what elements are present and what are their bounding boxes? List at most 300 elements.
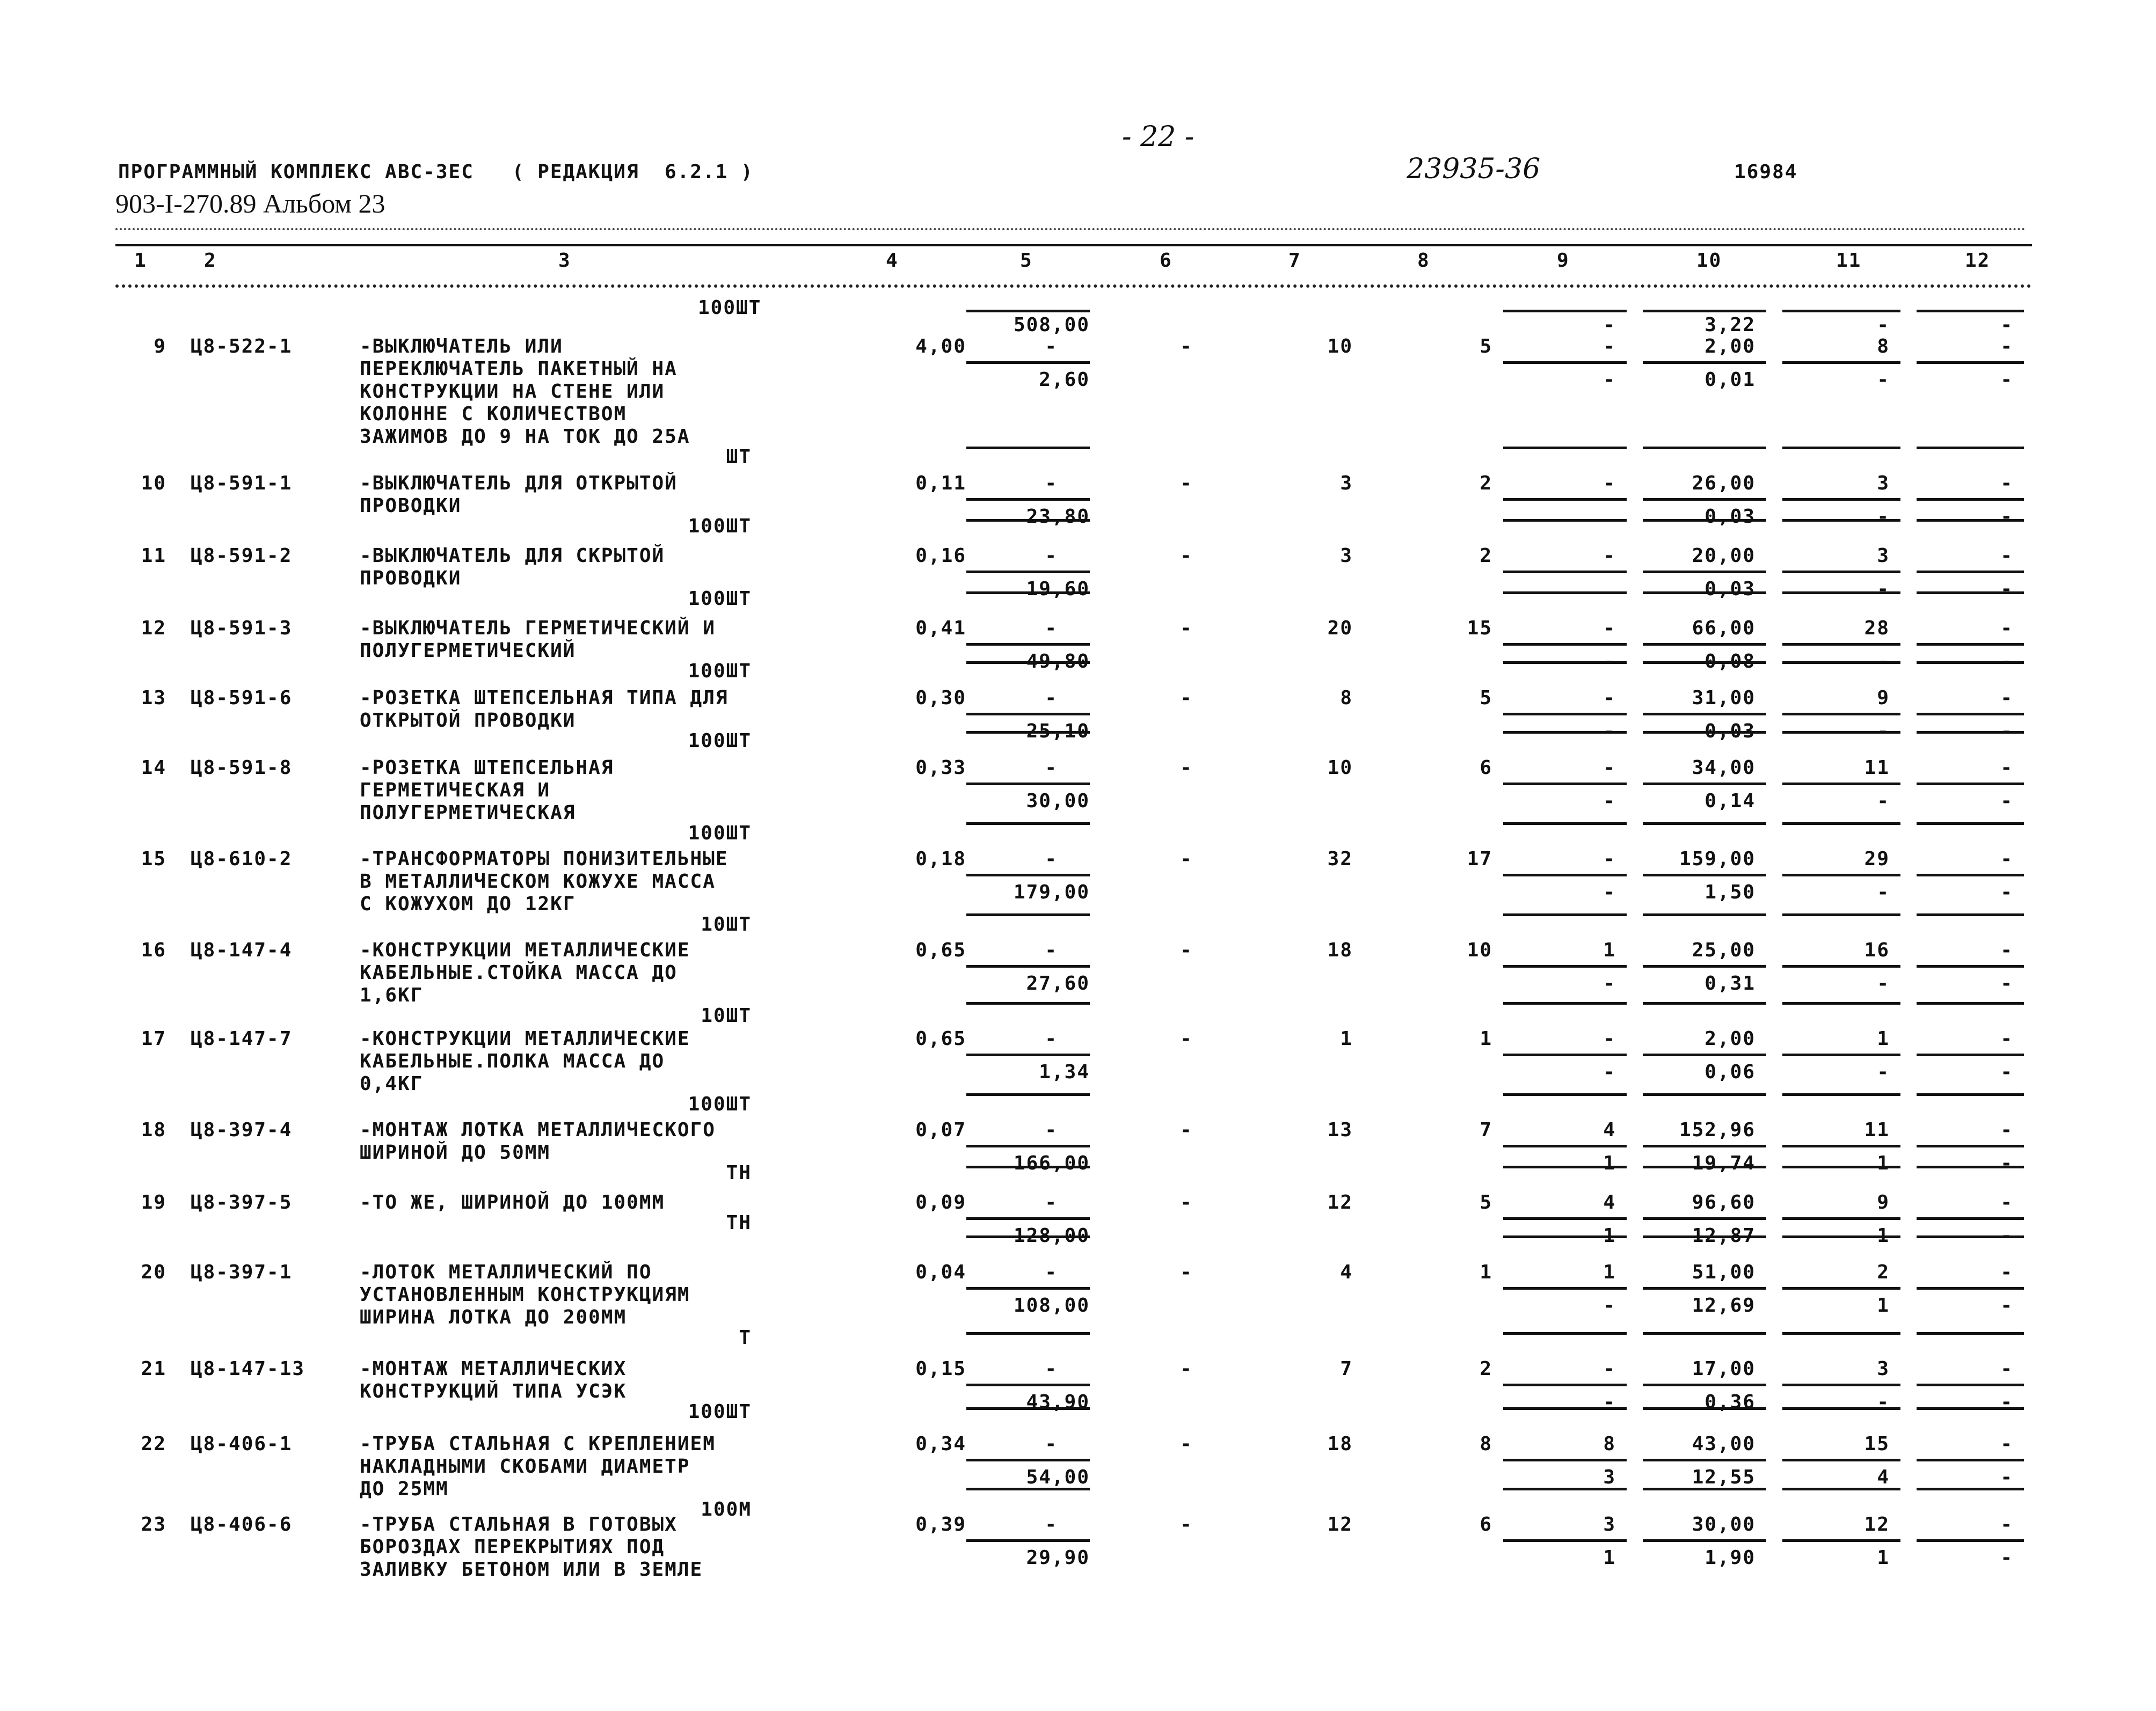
row-c11-bottom: - bbox=[1877, 650, 1890, 672]
row-c12-bottom: - bbox=[2000, 720, 2013, 742]
c9-rule-top bbox=[1503, 310, 1627, 312]
c11-rule-mid bbox=[1782, 1217, 1900, 1220]
c12-rule-top bbox=[1917, 1332, 2024, 1335]
row-c12-bottom: - bbox=[2000, 1466, 2013, 1488]
c12-rule-mid bbox=[1917, 1145, 2024, 1147]
row-c12-bottom: - bbox=[2000, 1061, 2013, 1083]
c9-rule-top bbox=[1503, 661, 1627, 664]
row-col8: 1 bbox=[1480, 1028, 1492, 1050]
row-number: 13 bbox=[141, 687, 166, 709]
row-description-line: -МОНТАЖ МЕТАЛЛИЧЕСКИХ bbox=[360, 1358, 627, 1380]
row-c9-bottom: 1 bbox=[1603, 1547, 1616, 1569]
column-header-9: 9 bbox=[1557, 250, 1570, 272]
row-c10: 51,00 bbox=[1692, 1261, 1756, 1283]
row-coefficient: 0,65 bbox=[915, 1028, 966, 1050]
row-coefficient: 0,33 bbox=[915, 757, 966, 779]
c11-rule-top bbox=[1782, 1166, 1900, 1168]
row-c11-bottom: - bbox=[1877, 973, 1890, 995]
c11-rule-mid bbox=[1782, 965, 1900, 968]
row-c11: 8 bbox=[1877, 335, 1890, 357]
row-c12: - bbox=[2000, 848, 2013, 870]
row-col7: 3 bbox=[1340, 472, 1353, 494]
row-c9-bottom: - bbox=[1603, 650, 1616, 672]
c10-rule-mid bbox=[1643, 874, 1766, 876]
row-col5: - bbox=[1045, 1119, 1058, 1141]
row-c11: 3 bbox=[1877, 545, 1890, 567]
top-unit: 100ШТ bbox=[698, 297, 762, 319]
row-c11-bottom: 1 bbox=[1877, 1225, 1890, 1247]
c12-rule-top bbox=[1917, 1407, 2024, 1410]
row-col6: - bbox=[1180, 1191, 1193, 1213]
col5-rule-top bbox=[966, 822, 1090, 825]
row-c12: - bbox=[2000, 939, 2013, 961]
row-col5-bottom: 43,90 bbox=[1026, 1391, 1090, 1413]
c10-rule-mid bbox=[1643, 1539, 1766, 1542]
row-col5: - bbox=[1045, 335, 1058, 357]
c11-rule-top bbox=[1782, 519, 1900, 522]
c10-rule-mid bbox=[1643, 361, 1766, 364]
c11-rule-mid bbox=[1782, 783, 1900, 785]
row-description-line: -ТРАНСФОРМАТОРЫ ПОНИЗИТЕЛЬНЫЕ bbox=[360, 848, 729, 870]
row-description-line: С КОЖУХОМ ДО 12КГ bbox=[360, 893, 576, 915]
row-description-line: ПОЛУГЕРМЕТИЧЕСКИЙ bbox=[360, 640, 576, 662]
row-description-line: ПЕРЕКЛЮЧАТЕЛЬ ПАКЕТНЫЙ НА bbox=[360, 358, 678, 380]
row-c12-bottom: - bbox=[2000, 506, 2013, 528]
row-description-line: -ВЫКЛЮЧАТЕЛЬ ДЛЯ СКРЫТОЙ bbox=[360, 545, 665, 567]
row-c10: 31,00 bbox=[1692, 687, 1756, 709]
row-description-line: ГЕРМЕТИЧЕСКАЯ И bbox=[360, 779, 551, 801]
row-code: Ц8-397-5 bbox=[191, 1191, 293, 1213]
row-col7: 18 bbox=[1327, 1433, 1353, 1455]
row-unit: 100ШТ bbox=[688, 515, 752, 537]
c12-rule-mid bbox=[1917, 965, 2024, 968]
row-coefficient: 0,15 bbox=[915, 1358, 966, 1380]
row-c11-bottom: - bbox=[1877, 1391, 1890, 1413]
col5-rule-mid bbox=[966, 1539, 1090, 1542]
row-description-line: -ВЫКЛЮЧАТЕЛЬ ГЕРМЕТИЧЕСКИЙ И bbox=[360, 617, 716, 639]
row-number: 12 bbox=[141, 617, 166, 639]
c10-rule-top bbox=[1643, 1488, 1766, 1490]
c11-rule-mid bbox=[1782, 1145, 1900, 1147]
row-c9: 4 bbox=[1603, 1191, 1616, 1213]
c12-rule-mid bbox=[1917, 1384, 2024, 1386]
row-c9: - bbox=[1603, 1358, 1616, 1380]
row-c12-bottom: - bbox=[2000, 1152, 2013, 1174]
row-col7: 18 bbox=[1327, 939, 1353, 961]
c11-rule-top bbox=[1782, 822, 1900, 825]
row-c11-bottom: 4 bbox=[1877, 1466, 1890, 1488]
c10-rule-mid bbox=[1643, 1145, 1766, 1147]
row-description-line: ЗАЖИМОВ ДО 9 НА ТОК ДО 25А bbox=[360, 426, 690, 448]
row-description-line: БОРОЗДАХ ПЕРЕКРЫТИЯХ ПОД bbox=[360, 1536, 665, 1558]
row-description-line: -РОЗЕТКА ШТЕПСЕЛЬНАЯ bbox=[360, 757, 614, 779]
c10-rule-top bbox=[1643, 591, 1766, 594]
row-col5-bottom: 19,60 bbox=[1026, 578, 1090, 600]
c10-rule-top bbox=[1643, 1002, 1766, 1005]
row-c9-bottom: - bbox=[1603, 1391, 1616, 1413]
c12-rule-top bbox=[1917, 913, 2024, 916]
row-col5-bottom: 166,00 bbox=[1013, 1152, 1090, 1174]
row-c10: 96,60 bbox=[1692, 1191, 1756, 1213]
row-c9-bottom: - bbox=[1603, 1295, 1616, 1317]
row-c12-bottom: - bbox=[2000, 973, 2013, 995]
c9-rule-top bbox=[1503, 731, 1627, 734]
row-col5: - bbox=[1045, 617, 1058, 639]
row-number: 9 bbox=[154, 335, 166, 357]
row-number: 23 bbox=[141, 1513, 166, 1535]
handwritten-code: 23935-36 bbox=[1407, 153, 1541, 185]
row-col8: 7 bbox=[1480, 1119, 1492, 1141]
row-c10-bottom: 12,87 bbox=[1692, 1225, 1756, 1247]
row-code: Ц8-406-6 bbox=[191, 1513, 293, 1535]
row-c12: - bbox=[2000, 335, 2013, 357]
row-c12: - bbox=[2000, 545, 2013, 567]
c12-rule-top bbox=[1917, 591, 2024, 594]
c11-rule-top bbox=[1782, 1235, 1900, 1238]
row-col5: - bbox=[1045, 1028, 1058, 1050]
row-c9-bottom: - bbox=[1603, 1061, 1616, 1083]
row-c10-bottom: 12,69 bbox=[1692, 1295, 1756, 1317]
row-c9: - bbox=[1603, 1028, 1616, 1050]
row-c9-bottom: 3 bbox=[1603, 1466, 1616, 1488]
row-c11-bottom: 1 bbox=[1877, 1295, 1890, 1317]
row-c9-bottom: - bbox=[1603, 720, 1616, 742]
row-col6: - bbox=[1180, 1261, 1193, 1283]
col5-rule-top bbox=[966, 519, 1090, 522]
row-c10: 17,00 bbox=[1692, 1358, 1756, 1380]
row-number: 21 bbox=[141, 1358, 166, 1380]
row-description-line: КОНСТРУКЦИИ НА СТЕНЕ ИЛИ bbox=[360, 381, 665, 403]
row-col8: 6 bbox=[1480, 757, 1492, 779]
row-c10: 159,00 bbox=[1679, 848, 1756, 870]
program-line: ПРОГРАММНЫЙ КОМПЛЕКС АВС-3ЕС ( РЕДАКЦИЯ 6.2.1 ) bbox=[118, 161, 754, 183]
row-col6: - bbox=[1180, 1028, 1193, 1050]
row-c10: 2,00 bbox=[1705, 335, 1756, 357]
row-description-line: -КОНСТРУКЦИИ МЕТАЛЛИЧЕСКИЕ bbox=[360, 1028, 690, 1050]
c12-rule-mid bbox=[1917, 783, 2024, 785]
c10-rule-top bbox=[1643, 661, 1766, 664]
row-c9: - bbox=[1603, 335, 1616, 357]
row-c10-bottom: 0,08 bbox=[1705, 650, 1756, 672]
row-c12-top: - bbox=[2000, 314, 2013, 336]
column-header-10: 10 bbox=[1696, 250, 1722, 272]
row-col5: - bbox=[1045, 687, 1058, 709]
row-number: 17 bbox=[141, 1028, 166, 1050]
c11-rule-mid bbox=[1782, 571, 1900, 573]
c12-rule-mid bbox=[1917, 1539, 2024, 1542]
c12-rule-mid bbox=[1917, 1459, 2024, 1461]
row-description-line: ПОЛУГЕРМЕТИЧЕСКАЯ bbox=[360, 802, 576, 824]
col5-rule-mid bbox=[966, 1287, 1090, 1290]
c12-rule-mid bbox=[1917, 874, 2024, 876]
row-c11: 29 bbox=[1864, 848, 1890, 870]
row-c10: 25,00 bbox=[1692, 939, 1756, 961]
c9-rule-top bbox=[1503, 1488, 1627, 1490]
row-description-line: ПРОВОДКИ bbox=[360, 495, 462, 517]
row-c11-bottom: - bbox=[1877, 1061, 1890, 1083]
row-col5-bottom: 49,80 bbox=[1026, 650, 1090, 672]
c10-rule-top bbox=[1643, 519, 1766, 522]
c9-rule-top bbox=[1503, 913, 1627, 916]
row-description-line: ШИРИНОЙ ДО 50ММ bbox=[360, 1142, 551, 1164]
c10-rule-top bbox=[1643, 731, 1766, 734]
row-c10: 43,00 bbox=[1692, 1433, 1756, 1455]
row-col5: - bbox=[1045, 545, 1058, 567]
col5-rule-mid bbox=[966, 1217, 1090, 1220]
row-c12: - bbox=[2000, 1513, 2013, 1535]
row-c11-bottom: 1 bbox=[1877, 1152, 1890, 1174]
row-c10-bottom: 0,06 bbox=[1705, 1061, 1756, 1083]
row-c12-bottom: - bbox=[2000, 369, 2013, 391]
row-code: Ц8-147-7 bbox=[191, 1028, 293, 1050]
row-col5-bottom: 1,34 bbox=[1039, 1061, 1090, 1083]
row-col7: 10 bbox=[1327, 335, 1353, 357]
row-unit: 100ШТ bbox=[688, 730, 752, 752]
row-c9-bottom: 1 bbox=[1603, 1225, 1616, 1247]
row-number: 20 bbox=[141, 1261, 166, 1283]
row-col8: 5 bbox=[1480, 687, 1492, 709]
row-description-line: КОНСТРУКЦИЙ ТИПА УСЭК bbox=[360, 1380, 627, 1402]
row-number: 15 bbox=[141, 848, 166, 870]
col5-rule-top bbox=[966, 1166, 1090, 1168]
row-description-line: ПРОВОДКИ bbox=[360, 567, 462, 589]
c11-rule-top bbox=[1782, 591, 1900, 594]
row-c9: - bbox=[1603, 687, 1616, 709]
row-col6: - bbox=[1180, 617, 1193, 639]
c12-rule-mid bbox=[1917, 1287, 2024, 1290]
row-coefficient: 0,65 bbox=[915, 939, 966, 961]
c11-rule-mid bbox=[1782, 874, 1900, 876]
row-c10-bottom: 1,90 bbox=[1705, 1547, 1756, 1569]
c10-rule-top bbox=[1643, 1407, 1766, 1410]
row-c10-bottom: 0,36 bbox=[1705, 1391, 1756, 1413]
row-c11: 3 bbox=[1877, 472, 1890, 494]
row-unit: ТН bbox=[726, 1162, 752, 1184]
row-description-line: КАБЕЛЬНЫЕ.ПОЛКА МАССА ДО bbox=[360, 1050, 665, 1072]
row-coefficient: 0,04 bbox=[915, 1261, 966, 1283]
row-coefficient: 0,07 bbox=[915, 1119, 966, 1141]
row-number: 18 bbox=[141, 1119, 166, 1141]
row-description-line: ШИРИНА ЛОТКА ДО 200ММ bbox=[360, 1306, 627, 1328]
row-description-line: -ВЫКЛЮЧАТЕЛЬ ДЛЯ ОТКРЫТОЙ bbox=[360, 472, 678, 494]
row-c12: - bbox=[2000, 1191, 2013, 1213]
row-coefficient: 0,41 bbox=[915, 617, 966, 639]
row-code: Ц8-591-1 bbox=[191, 472, 293, 494]
c10-rule-top bbox=[1643, 822, 1766, 825]
row-c9-bottom: - bbox=[1603, 881, 1616, 903]
row-col7: 32 bbox=[1327, 848, 1353, 870]
c11-rule-mid bbox=[1782, 498, 1900, 501]
row-c10: 30,00 bbox=[1692, 1513, 1756, 1535]
c9-rule-top bbox=[1503, 1093, 1627, 1096]
row-c10: 66,00 bbox=[1692, 617, 1756, 639]
column-header-5: 5 bbox=[1020, 250, 1033, 272]
c12-rule-mid bbox=[1917, 643, 2024, 646]
row-c9-bottom: - bbox=[1603, 973, 1616, 995]
row-col7: 4 bbox=[1340, 1261, 1353, 1283]
c10-rule-mid bbox=[1643, 965, 1766, 968]
row-c12-bottom: - bbox=[2000, 790, 2013, 812]
row-coefficient: 0,18 bbox=[915, 848, 966, 870]
row-unit: 100М bbox=[701, 1498, 752, 1520]
col5-rule-mid bbox=[966, 1384, 1090, 1386]
row-coefficient: 0,39 bbox=[915, 1513, 966, 1535]
row-unit: Т bbox=[739, 1327, 752, 1349]
c12-rule-top bbox=[1917, 822, 2024, 825]
col5-rule-mid bbox=[966, 643, 1090, 646]
row-unit: 10ШТ bbox=[701, 913, 752, 935]
c10-rule-mid bbox=[1643, 1384, 1766, 1386]
col5-rule-mid bbox=[966, 965, 1090, 968]
col5-rule-top bbox=[966, 1407, 1090, 1410]
row-c9: 1 bbox=[1603, 939, 1616, 961]
c9-rule-top bbox=[1503, 1407, 1627, 1410]
row-col5: - bbox=[1045, 472, 1058, 494]
c12-rule-top bbox=[1917, 731, 2024, 734]
row-number: 16 bbox=[141, 939, 166, 961]
row-c10: 20,00 bbox=[1692, 545, 1756, 567]
c11-rule-mid bbox=[1782, 361, 1900, 364]
row-c12: - bbox=[2000, 1358, 2013, 1380]
c9-rule-top bbox=[1503, 1166, 1627, 1168]
row-code: Ц8-591-8 bbox=[191, 757, 293, 779]
c11-rule-top bbox=[1782, 1002, 1900, 1005]
row-col5-bottom: 23,80 bbox=[1026, 506, 1090, 528]
c10-rule-mid bbox=[1643, 1287, 1766, 1290]
row-coefficient: 0,11 bbox=[915, 472, 966, 494]
row-col6: - bbox=[1180, 1433, 1193, 1455]
c9-rule-mid bbox=[1503, 965, 1627, 968]
row-c11: 16 bbox=[1864, 939, 1890, 961]
row-col5-bottom: 2,60 bbox=[1039, 369, 1090, 391]
row-col5-bottom: 128,00 bbox=[1013, 1225, 1090, 1247]
col5-rule-mid bbox=[966, 1145, 1090, 1147]
c12-rule-top bbox=[1917, 310, 2024, 312]
row-col8: 2 bbox=[1480, 472, 1492, 494]
row-c12-bottom: - bbox=[2000, 578, 2013, 600]
c11-rule-top bbox=[1782, 913, 1900, 916]
c12-rule-top bbox=[1917, 1166, 2024, 1168]
row-description-line: НАКЛАДНЫМИ СКОБАМИ ДИАМЕТР bbox=[360, 1456, 690, 1478]
row-c12: - bbox=[2000, 1261, 2013, 1283]
row-c11: 9 bbox=[1877, 687, 1890, 709]
row-col5: - bbox=[1045, 757, 1058, 779]
c12-rule-top bbox=[1917, 1093, 2024, 1096]
row-col7: 3 bbox=[1340, 545, 1353, 567]
col5-rule-mid bbox=[966, 783, 1090, 785]
row-c12: - bbox=[2000, 1028, 2013, 1050]
row-c11: 28 bbox=[1864, 617, 1890, 639]
row-col5-bottom: 27,60 bbox=[1026, 973, 1090, 995]
column-header-4: 4 bbox=[886, 250, 899, 272]
row-c12-bottom: - bbox=[2000, 1295, 2013, 1317]
row-col7: 8 bbox=[1340, 687, 1353, 709]
c12-rule-mid bbox=[1917, 713, 2024, 715]
row-col6: - bbox=[1180, 848, 1193, 870]
col5-rule-top bbox=[966, 1332, 1090, 1335]
c9-rule-top bbox=[1503, 1332, 1627, 1335]
c10-rule-top bbox=[1643, 1235, 1766, 1238]
row-c12-bottom: - bbox=[2000, 1547, 2013, 1569]
row-col5: - bbox=[1045, 939, 1058, 961]
c11-rule-top bbox=[1782, 1407, 1900, 1410]
row-code: Ц8-147-13 bbox=[191, 1358, 305, 1380]
row-col8: 1 bbox=[1480, 1261, 1492, 1283]
row-description-line: 1,6КГ bbox=[360, 984, 424, 1006]
col5-rule-mid bbox=[966, 571, 1090, 573]
row-col8: 10 bbox=[1467, 939, 1492, 961]
row-col6: - bbox=[1180, 1358, 1193, 1380]
row-c10: 2,00 bbox=[1705, 1028, 1756, 1050]
row-col5-top: 508,00 bbox=[1013, 314, 1090, 336]
col5-rule-top bbox=[966, 1235, 1090, 1238]
row-col7: 10 bbox=[1327, 757, 1353, 779]
row-code: Ц8-591-3 bbox=[191, 617, 293, 639]
row-number: 14 bbox=[141, 757, 166, 779]
row-code: Ц8-591-6 bbox=[191, 687, 293, 709]
c10-rule-top bbox=[1643, 1332, 1766, 1335]
row-code: Ц8-147-4 bbox=[191, 939, 293, 961]
c10-rule-mid bbox=[1643, 1054, 1766, 1056]
row-col8: 5 bbox=[1480, 1191, 1492, 1213]
row-description-line: -ЛОТОК МЕТАЛЛИЧЕСКИЙ ПО bbox=[360, 1261, 652, 1283]
column-header-11: 11 bbox=[1836, 250, 1862, 272]
row-col8: 17 bbox=[1467, 848, 1492, 870]
col5-rule-mid bbox=[966, 1054, 1090, 1056]
row-col6: - bbox=[1180, 545, 1193, 567]
c9-rule-mid bbox=[1503, 571, 1627, 573]
row-col8: 8 bbox=[1480, 1433, 1492, 1455]
c10-rule-top bbox=[1643, 1166, 1766, 1168]
row-c12: - bbox=[2000, 617, 2013, 639]
c11-rule-mid bbox=[1782, 1539, 1900, 1542]
row-c12: - bbox=[2000, 687, 2013, 709]
row-col6: - bbox=[1180, 1513, 1193, 1535]
c10-rule-mid bbox=[1643, 713, 1766, 715]
row-c9-top: - bbox=[1603, 314, 1616, 336]
row-c10: 34,00 bbox=[1692, 757, 1756, 779]
row-description-line: -ТРУБА СТАЛЬНАЯ В ГОТОВЫХ bbox=[360, 1513, 678, 1535]
row-description-line: -ВЫКЛЮЧАТЕЛЬ ИЛИ bbox=[360, 335, 563, 357]
c9-rule-top bbox=[1503, 591, 1627, 594]
row-description-line: -МОНТАЖ ЛОТКА МЕТАЛЛИЧЕСКОГО bbox=[360, 1119, 716, 1141]
row-c10-bottom: 0,03 bbox=[1705, 506, 1756, 528]
row-c10-bottom: 1,50 bbox=[1705, 881, 1756, 903]
row-c12-bottom: - bbox=[2000, 881, 2013, 903]
row-code: Ц8-397-1 bbox=[191, 1261, 293, 1283]
row-code: Ц8-406-1 bbox=[191, 1433, 293, 1455]
col5-rule-mid bbox=[966, 874, 1090, 876]
c11-rule-mid bbox=[1782, 1287, 1900, 1290]
col5-rule-top bbox=[966, 1488, 1090, 1490]
row-c12-bottom: - bbox=[2000, 650, 2013, 672]
c9-rule-top bbox=[1503, 1235, 1627, 1238]
c9-rule-mid bbox=[1503, 1539, 1627, 1542]
row-code: Ц8-610-2 bbox=[191, 848, 293, 870]
row-description-line: ЗАЛИВКУ БЕТОНОМ ИЛИ В ЗЕМЛЕ bbox=[360, 1559, 703, 1581]
row-col7: 1 bbox=[1340, 1028, 1353, 1050]
row-c10-bottom: 0,03 bbox=[1705, 720, 1756, 742]
c12-rule-top bbox=[1917, 519, 2024, 522]
row-c11-bottom: 1 bbox=[1877, 1547, 1890, 1569]
c11-rule-top bbox=[1782, 1093, 1900, 1096]
c11-rule-mid bbox=[1782, 1054, 1900, 1056]
row-c12: - bbox=[2000, 1433, 2013, 1455]
row-col5: - bbox=[1045, 1191, 1058, 1213]
row-c9: 4 bbox=[1603, 1119, 1616, 1141]
row-c11: 11 bbox=[1864, 757, 1890, 779]
col5-rule-mid bbox=[966, 713, 1090, 715]
